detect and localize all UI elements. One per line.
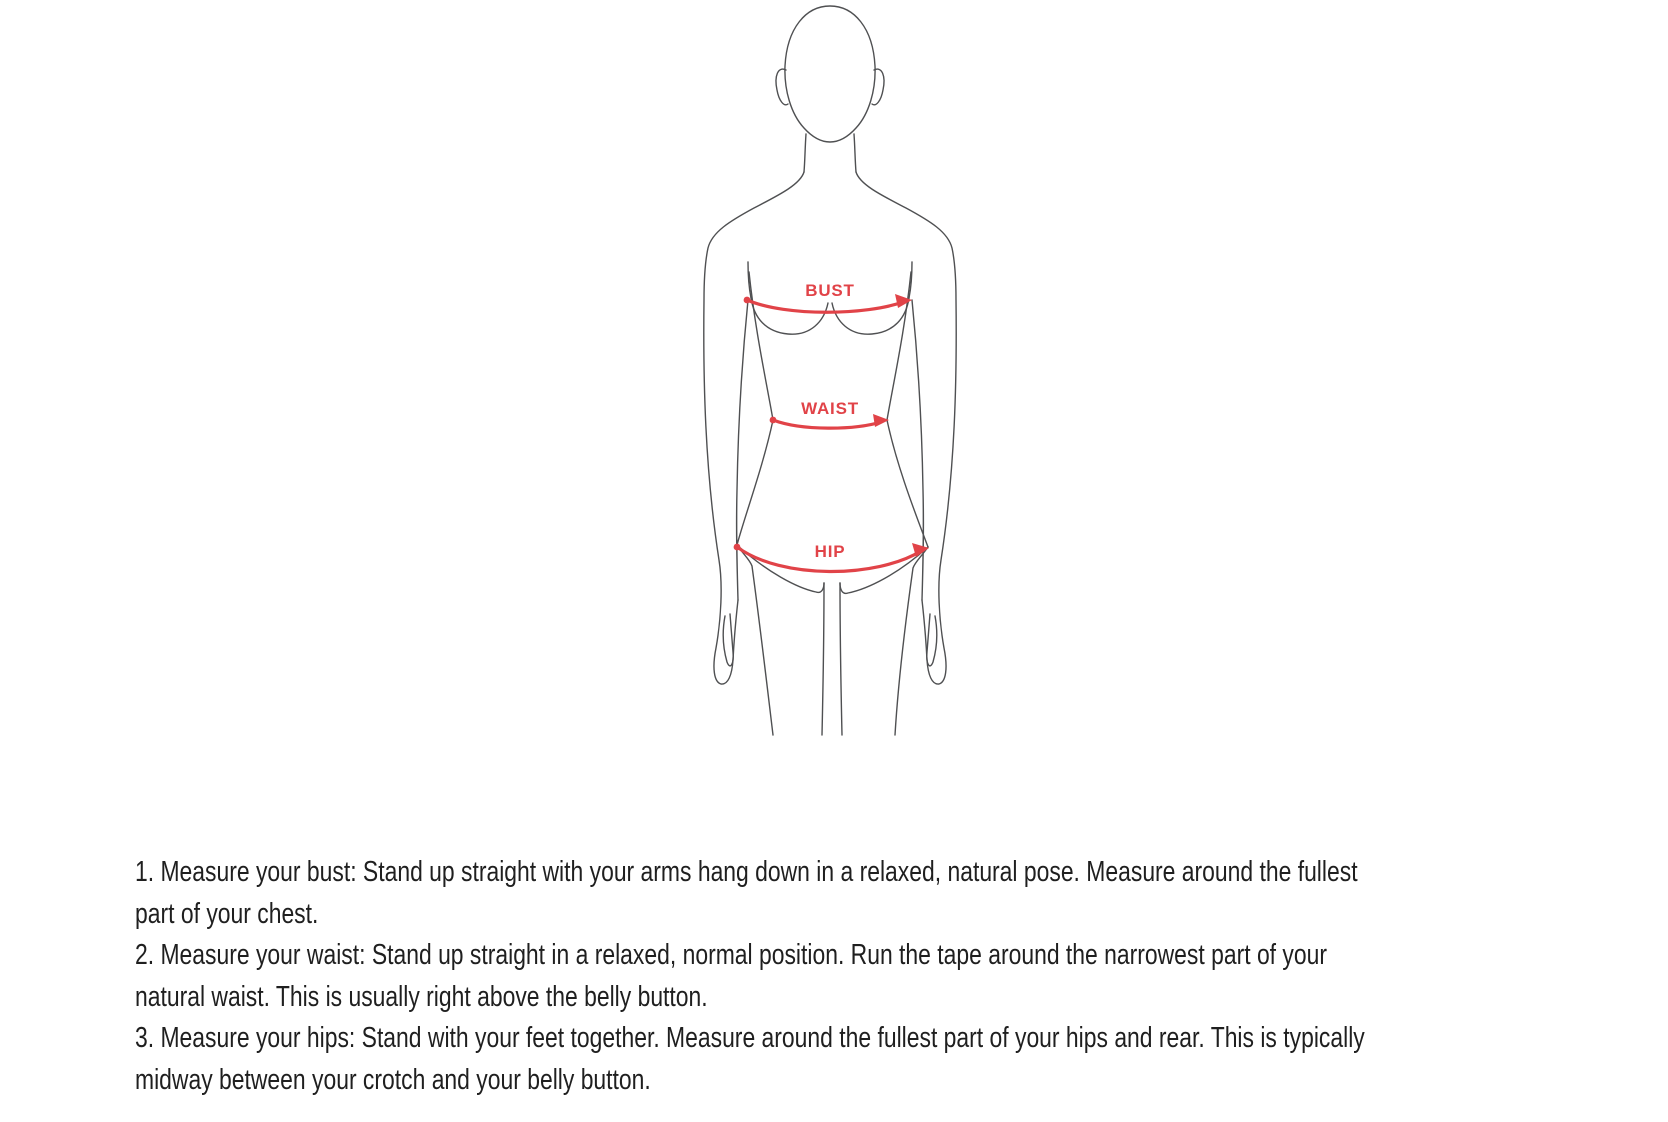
measurement-tapes xyxy=(734,281,929,572)
instruction-3-line-1: 3. Measure your hips: Stand with your feet together. Measure around the fullest part of your hips and rear. This is typically xyxy=(135,1022,1365,1055)
instruction-2-line-1: 2. Measure your waist: Stand up straight in a relaxed, normal position. Run the tape around the narrowest part of your xyxy=(135,939,1327,972)
head-outline xyxy=(785,6,875,142)
left-inner-arm xyxy=(737,300,748,600)
waist-tape-arc xyxy=(773,420,881,428)
right-thumb xyxy=(927,614,937,666)
left-thumb xyxy=(723,614,733,666)
figure-outline xyxy=(704,6,956,735)
bust-label: BUST xyxy=(805,281,855,300)
left-hip-curve xyxy=(737,545,824,592)
right-inner-leg xyxy=(840,583,842,735)
waist-label: WAIST xyxy=(801,399,859,418)
left-outer-leg xyxy=(737,545,773,735)
neck-left xyxy=(804,134,806,172)
right-torso-side xyxy=(887,272,928,547)
body-measurement-diagram xyxy=(692,0,968,740)
instruction-1-line-1: 1. Measure your bust: Stand up straight with your arms hang down in a relaxed, natural pose. Measure around the fullest xyxy=(135,856,1358,888)
right-shoulder-arm xyxy=(856,172,956,684)
bust-tape-arc xyxy=(747,300,903,312)
neck-right xyxy=(854,134,856,172)
left-shoulder-arm xyxy=(704,172,804,684)
left-bust-curve xyxy=(751,298,828,334)
measurement-instructions xyxy=(135,852,1668,1102)
waist-tape-arrowhead xyxy=(873,414,889,427)
female-figure-illustration xyxy=(692,0,968,740)
instruction-2-line-2: natural waist. This is usually right above the belly button. xyxy=(135,980,708,1013)
instruction-3-line-2: midway between your crotch and your belly button. xyxy=(135,1063,651,1096)
left-torso-side xyxy=(737,272,773,545)
instruction-1-line-2: part of your chest. xyxy=(135,897,319,930)
hip-label: HIP xyxy=(814,542,846,561)
left-inner-leg xyxy=(822,583,824,735)
